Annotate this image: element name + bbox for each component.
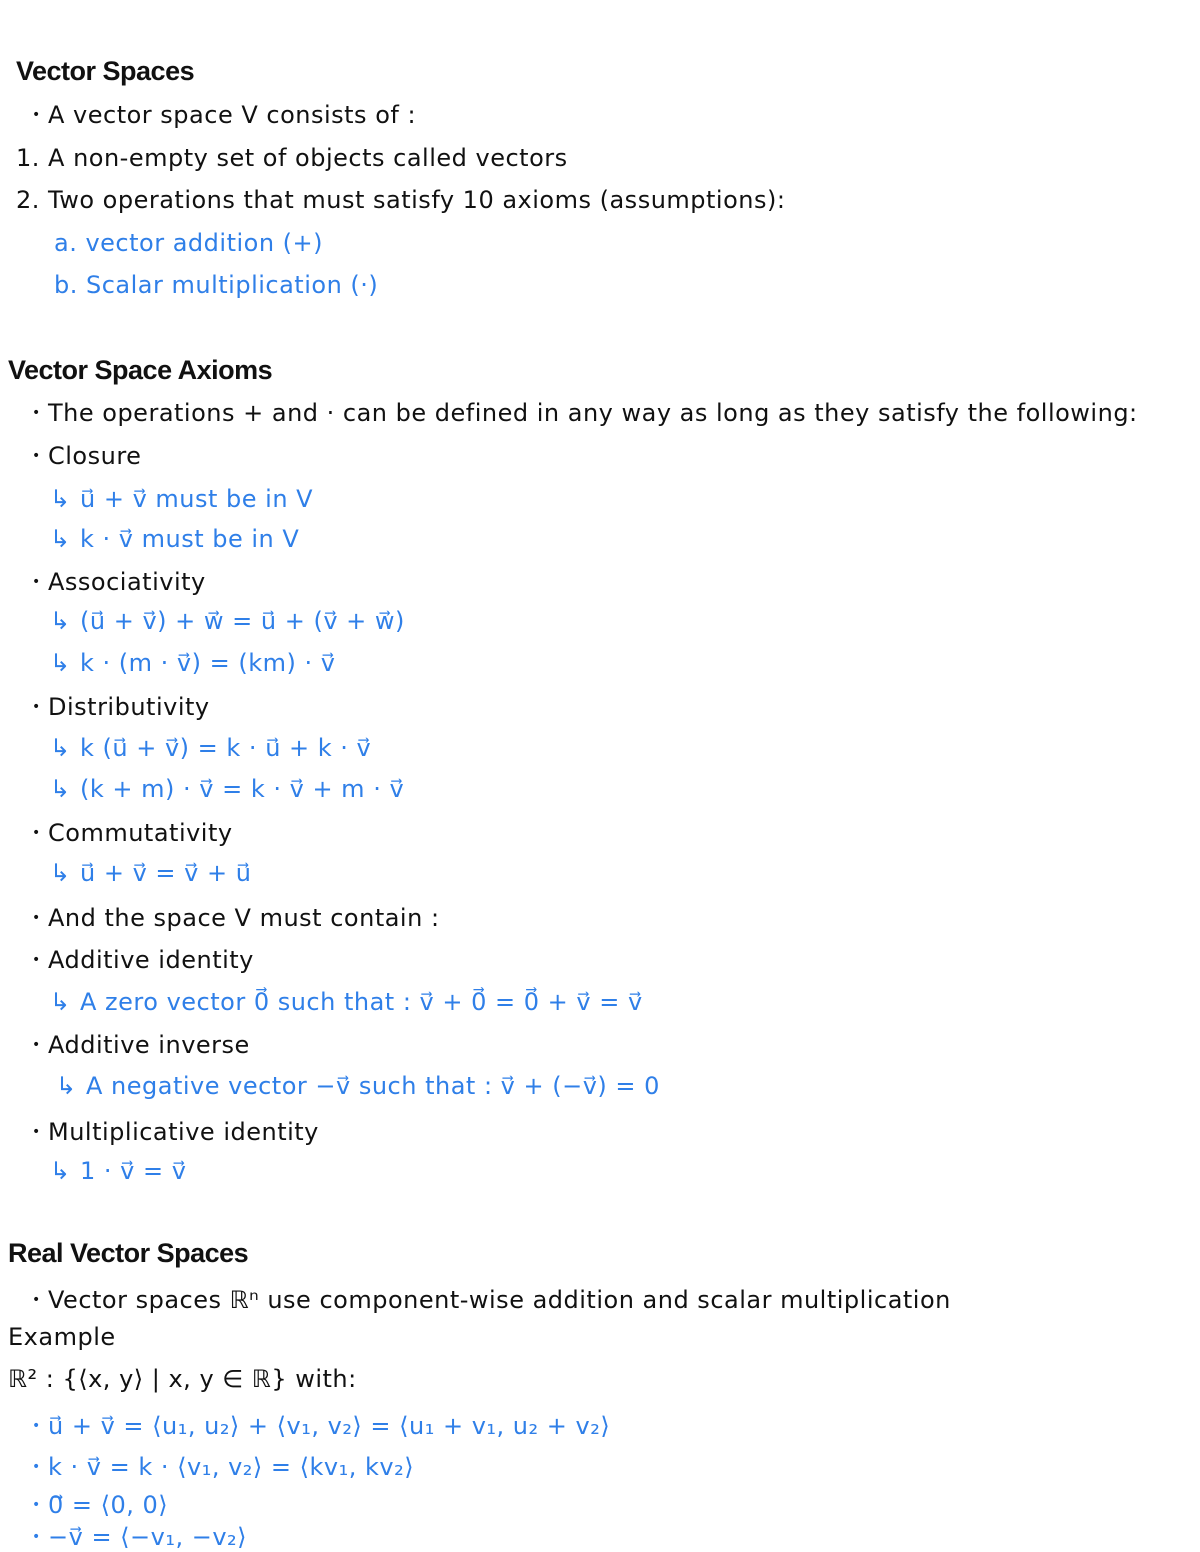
r2-addition: • u⃗ + v⃗ = ⟨u₁, u₂⟩ + ⟨v₁, v₂⟩ = ⟨u₁ + v₁, u₂ + v₂⟩	[32, 1411, 610, 1441]
distributivity-vectors: ↳ k (u⃗ + v⃗) = k · u⃗ + k · v⃗	[50, 733, 371, 763]
real-vector-spaces-intro: • Vector spaces ℝⁿ use component-wise addition and scalar multiplication	[32, 1285, 951, 1315]
additive-identity-label: • Additive identity	[32, 945, 254, 975]
multiplicative-identity-statement: ↳ 1 · v⃗ = v⃗	[50, 1156, 186, 1186]
associativity-label: • Associativity	[32, 567, 206, 597]
additive-inverse-label: • Additive inverse	[32, 1030, 250, 1060]
associativity-addition: ↳ (u⃗ + v⃗) + w⃗ = u⃗ + (v⃗ + w⃗)	[50, 606, 405, 636]
vector-space-axioms-heading: Vector Space Axioms	[8, 355, 273, 385]
must-contain-intro: • And the space V must contain :	[32, 903, 440, 933]
r2-zero-vector: • 0⃗ = ⟨0, 0⟩	[32, 1490, 168, 1520]
distributivity-scalars: ↳ (k + m) · v⃗ = k · v⃗ + m · v⃗	[50, 774, 404, 804]
closure-addition: ↳ u⃗ + v⃗ must be in V	[50, 484, 313, 514]
multiplicative-identity-label: • Multiplicative identity	[32, 1117, 319, 1147]
vector-space-definition: • A vector space V consists of :	[32, 100, 416, 130]
example-label: Example	[8, 1323, 116, 1351]
associativity-scalar: ↳ k · (m · v⃗) = (km) · v⃗	[50, 648, 335, 678]
closure-label: • Closure	[32, 441, 141, 471]
distributivity-label: • Distributivity	[32, 692, 210, 722]
additive-inverse-statement: ↳ A negative vector −v⃗ such that : v⃗ + (−v⃗) = 0	[56, 1071, 660, 1101]
two-operations-item: 2. Two operations that must satisfy 10 axioms (assumptions):	[16, 186, 786, 214]
closure-scalar: ↳ k · v⃗ must be in V	[50, 524, 299, 554]
vector-spaces-heading: Vector Spaces	[16, 56, 195, 86]
r2-scalar-multiplication: • k · v⃗ = k · ⟨v₁, v₂⟩ = ⟨kv₁, kv₂⟩	[32, 1452, 414, 1482]
scalar-multiplication-item: b. Scalar multiplication (·)	[54, 271, 379, 299]
vector-addition-item: a. vector addition (+)	[54, 229, 323, 257]
axioms-intro: • The operations + and · can be defined in any way as long as they satisfy the following:	[32, 398, 1138, 428]
commutativity-addition: ↳ u⃗ + v⃗ = v⃗ + u⃗	[50, 858, 251, 888]
non-empty-set-item: 1. A non-empty set of objects called vectors	[16, 144, 568, 172]
additive-identity-statement: ↳ A zero vector 0⃗ such that : v⃗ + 0⃗ = 0⃗ + v⃗ = v⃗	[50, 987, 643, 1017]
real-vector-spaces-heading: Real Vector Spaces	[8, 1238, 249, 1268]
r2-definition: ℝ² : {⟨x, y⟩ | x, y ∈ ℝ} with:	[8, 1365, 357, 1393]
r2-negative-vector: • −v⃗ = ⟨−v₁, −v₂⟩	[32, 1522, 247, 1552]
commutativity-label: • Commutativity	[32, 818, 233, 848]
